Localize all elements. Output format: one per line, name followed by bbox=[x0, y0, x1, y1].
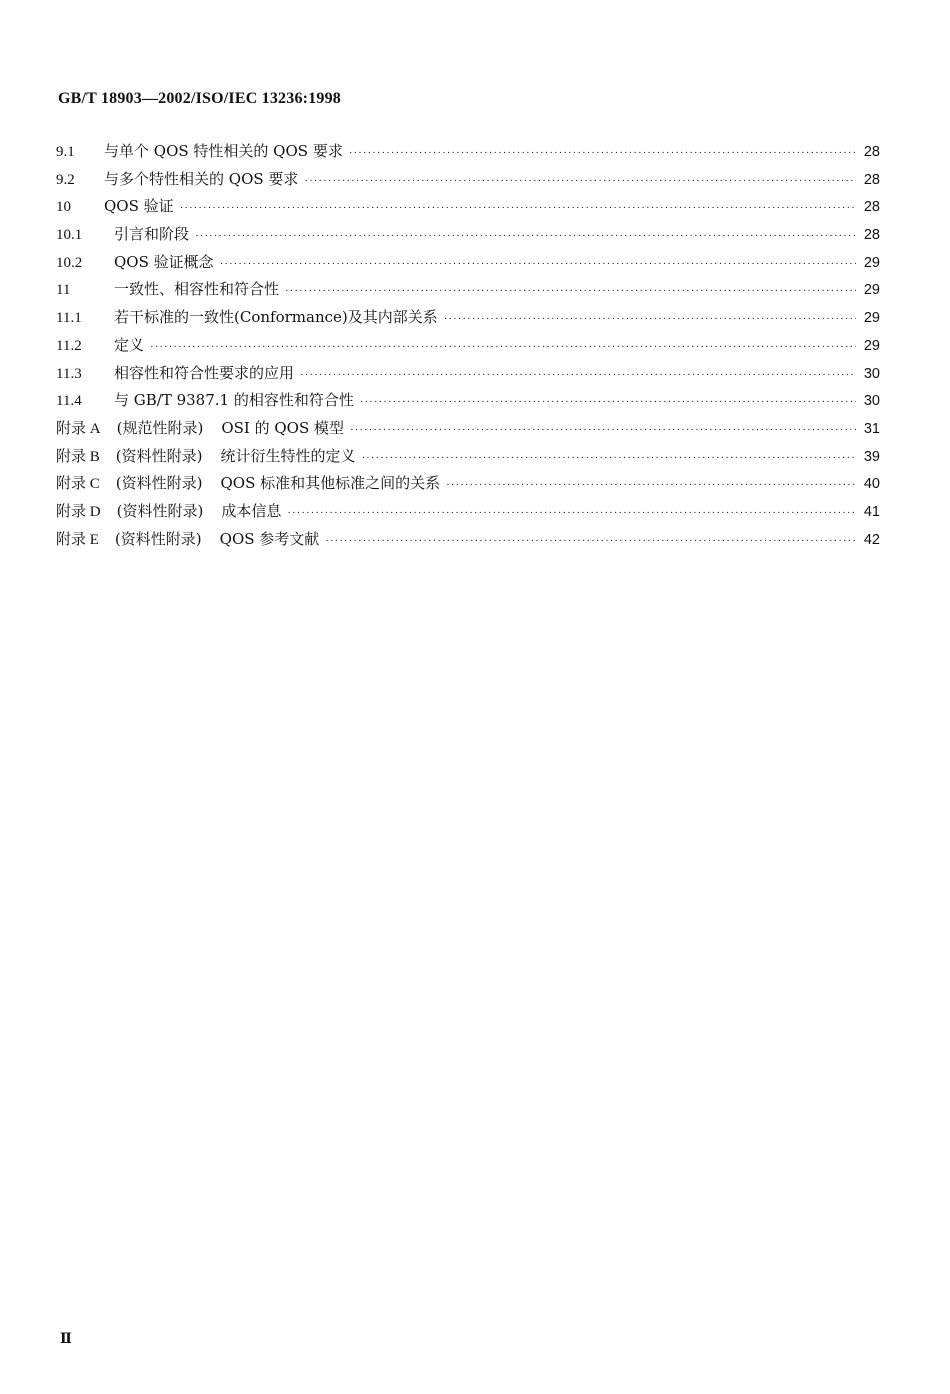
toc-leader-dots bbox=[349, 140, 856, 168]
toc-entry-title: 与多个特性相关的 QOS 要求 bbox=[104, 169, 299, 188]
toc-entry-page: 28 bbox=[863, 199, 880, 216]
toc-entry-number: 11.4 bbox=[56, 393, 82, 410]
toc-entry-page: 29 bbox=[863, 337, 880, 354]
toc-entry-title: 定义 bbox=[114, 335, 145, 354]
toc-leader-dots bbox=[362, 445, 856, 473]
toc-leader-dots bbox=[150, 334, 856, 362]
toc-annex-number: 附录 D bbox=[56, 503, 101, 520]
toc-annex-number: 附录 E bbox=[56, 531, 99, 548]
toc-entry-page: 29 bbox=[863, 254, 880, 271]
toc-leader-dots bbox=[300, 362, 856, 390]
toc-leader-dots bbox=[350, 417, 856, 445]
toc-annex-e[interactable] bbox=[56, 526, 880, 554]
toc-leader-dots bbox=[287, 500, 856, 528]
toc-entry-number: 11.2 bbox=[56, 337, 82, 354]
toc-leader-dots bbox=[360, 389, 856, 417]
toc-annex-tag: (资料性附录) bbox=[114, 529, 202, 548]
toc-annex-d[interactable] bbox=[56, 498, 880, 526]
toc-entry-page: 30 bbox=[863, 365, 880, 382]
toc-annex-title: QOS 参考文献 bbox=[219, 529, 320, 548]
toc-leader-dots bbox=[446, 472, 856, 500]
toc-annex-b[interactable] bbox=[56, 443, 880, 471]
toc-annex-tag: (资料性附录) bbox=[115, 446, 203, 465]
toc-entry-number: 10.1 bbox=[56, 227, 83, 244]
toc-leader-dots bbox=[304, 168, 855, 196]
toc-annex-number: 附录 A bbox=[56, 420, 101, 437]
toc-annex-page: 40 bbox=[863, 476, 880, 493]
toc-entry-page: 29 bbox=[863, 310, 880, 327]
toc-leader-dots bbox=[325, 528, 856, 556]
toc-entry-page: 28 bbox=[863, 171, 880, 188]
toc-annex-title: 统计衍生特性的定义 bbox=[220, 446, 356, 465]
toc-annex-page: 42 bbox=[863, 531, 880, 548]
toc-entry-title: 相容性和符合性要求的应用 bbox=[114, 363, 295, 382]
toc-annex-page: 39 bbox=[863, 448, 880, 465]
toc-entry-11-1[interactable] bbox=[56, 304, 880, 332]
toc-entry-number: 9.1 bbox=[56, 144, 75, 160]
toc-entry-11-4[interactable] bbox=[56, 387, 880, 415]
toc-annex-a[interactable] bbox=[56, 415, 880, 443]
toc-entry-number: 11.1 bbox=[56, 310, 82, 327]
toc-leader-dots bbox=[195, 223, 856, 251]
toc-entry-title: 若干标准的一致性(Conformance)及其内部关系 bbox=[114, 308, 438, 327]
toc-annex-c[interactable] bbox=[56, 470, 880, 498]
toc-annex-page: 31 bbox=[863, 420, 880, 437]
toc-entry-10[interactable] bbox=[56, 193, 880, 221]
toc-entry-number: 10 bbox=[56, 199, 71, 216]
toc-entry-9-1[interactable] bbox=[56, 138, 880, 166]
toc-annex-tag: (规范性附录) bbox=[116, 418, 204, 437]
table-of-contents bbox=[56, 138, 880, 553]
toc-entry-page: 28 bbox=[863, 227, 880, 244]
toc-entry-11-2[interactable] bbox=[56, 332, 880, 360]
toc-entry-page: 30 bbox=[863, 393, 880, 410]
toc-annex-title: OSI 的 QOS 模型 bbox=[221, 418, 344, 437]
toc-annex-number: 附录 B bbox=[56, 448, 100, 465]
toc-entry-number: 10.2 bbox=[56, 254, 83, 271]
toc-leader-dots bbox=[220, 251, 856, 279]
toc-entry-title: 与单个 QOS 特性相关的 QOS 要求 bbox=[104, 142, 343, 160]
toc-entry-11[interactable] bbox=[56, 276, 880, 304]
toc-entry-title: QOS 验证概念 bbox=[114, 252, 214, 271]
toc-leader-dots bbox=[444, 306, 856, 334]
toc-entry-title: 一致性、相容性和符合性 bbox=[114, 280, 280, 299]
toc-annex-title: 成本信息 bbox=[221, 501, 282, 520]
toc-entry-number: 9.2 bbox=[56, 171, 75, 188]
toc-annex-page: 41 bbox=[863, 503, 880, 520]
toc-leader-dots bbox=[180, 195, 856, 223]
toc-entry-page: 28 bbox=[863, 144, 880, 160]
toc-entry-page: 29 bbox=[863, 282, 880, 299]
toc-annex-tag: (资料性附录) bbox=[116, 501, 204, 520]
toc-entry-11-3[interactable] bbox=[56, 360, 880, 388]
toc-leader-dots bbox=[285, 278, 856, 306]
toc-entry-10-2[interactable] bbox=[56, 249, 880, 277]
toc-entry-title: 与 GB/T 9387.1 的相容性和符合性 bbox=[114, 391, 354, 410]
toc-entry-9-2[interactable] bbox=[56, 166, 880, 194]
toc-annex-tag: (资料性附录) bbox=[115, 474, 203, 493]
toc-entry-number: 11 bbox=[56, 282, 71, 299]
document-header: GB/T 18903—2002/ISO/IEC 13236:1998 bbox=[58, 90, 341, 107]
toc-entry-title: 引言和阶段 bbox=[114, 225, 190, 244]
toc-annex-title: QOS 标准和其他标准之间的关系 bbox=[220, 474, 441, 493]
page-number: Ⅱ bbox=[60, 1332, 72, 1347]
toc-entry-number: 11.3 bbox=[56, 365, 82, 382]
toc-entry-10-1[interactable] bbox=[56, 221, 880, 249]
toc-entry-title: QOS 验证 bbox=[104, 197, 174, 216]
toc-annex-number: 附录 C bbox=[56, 476, 100, 493]
